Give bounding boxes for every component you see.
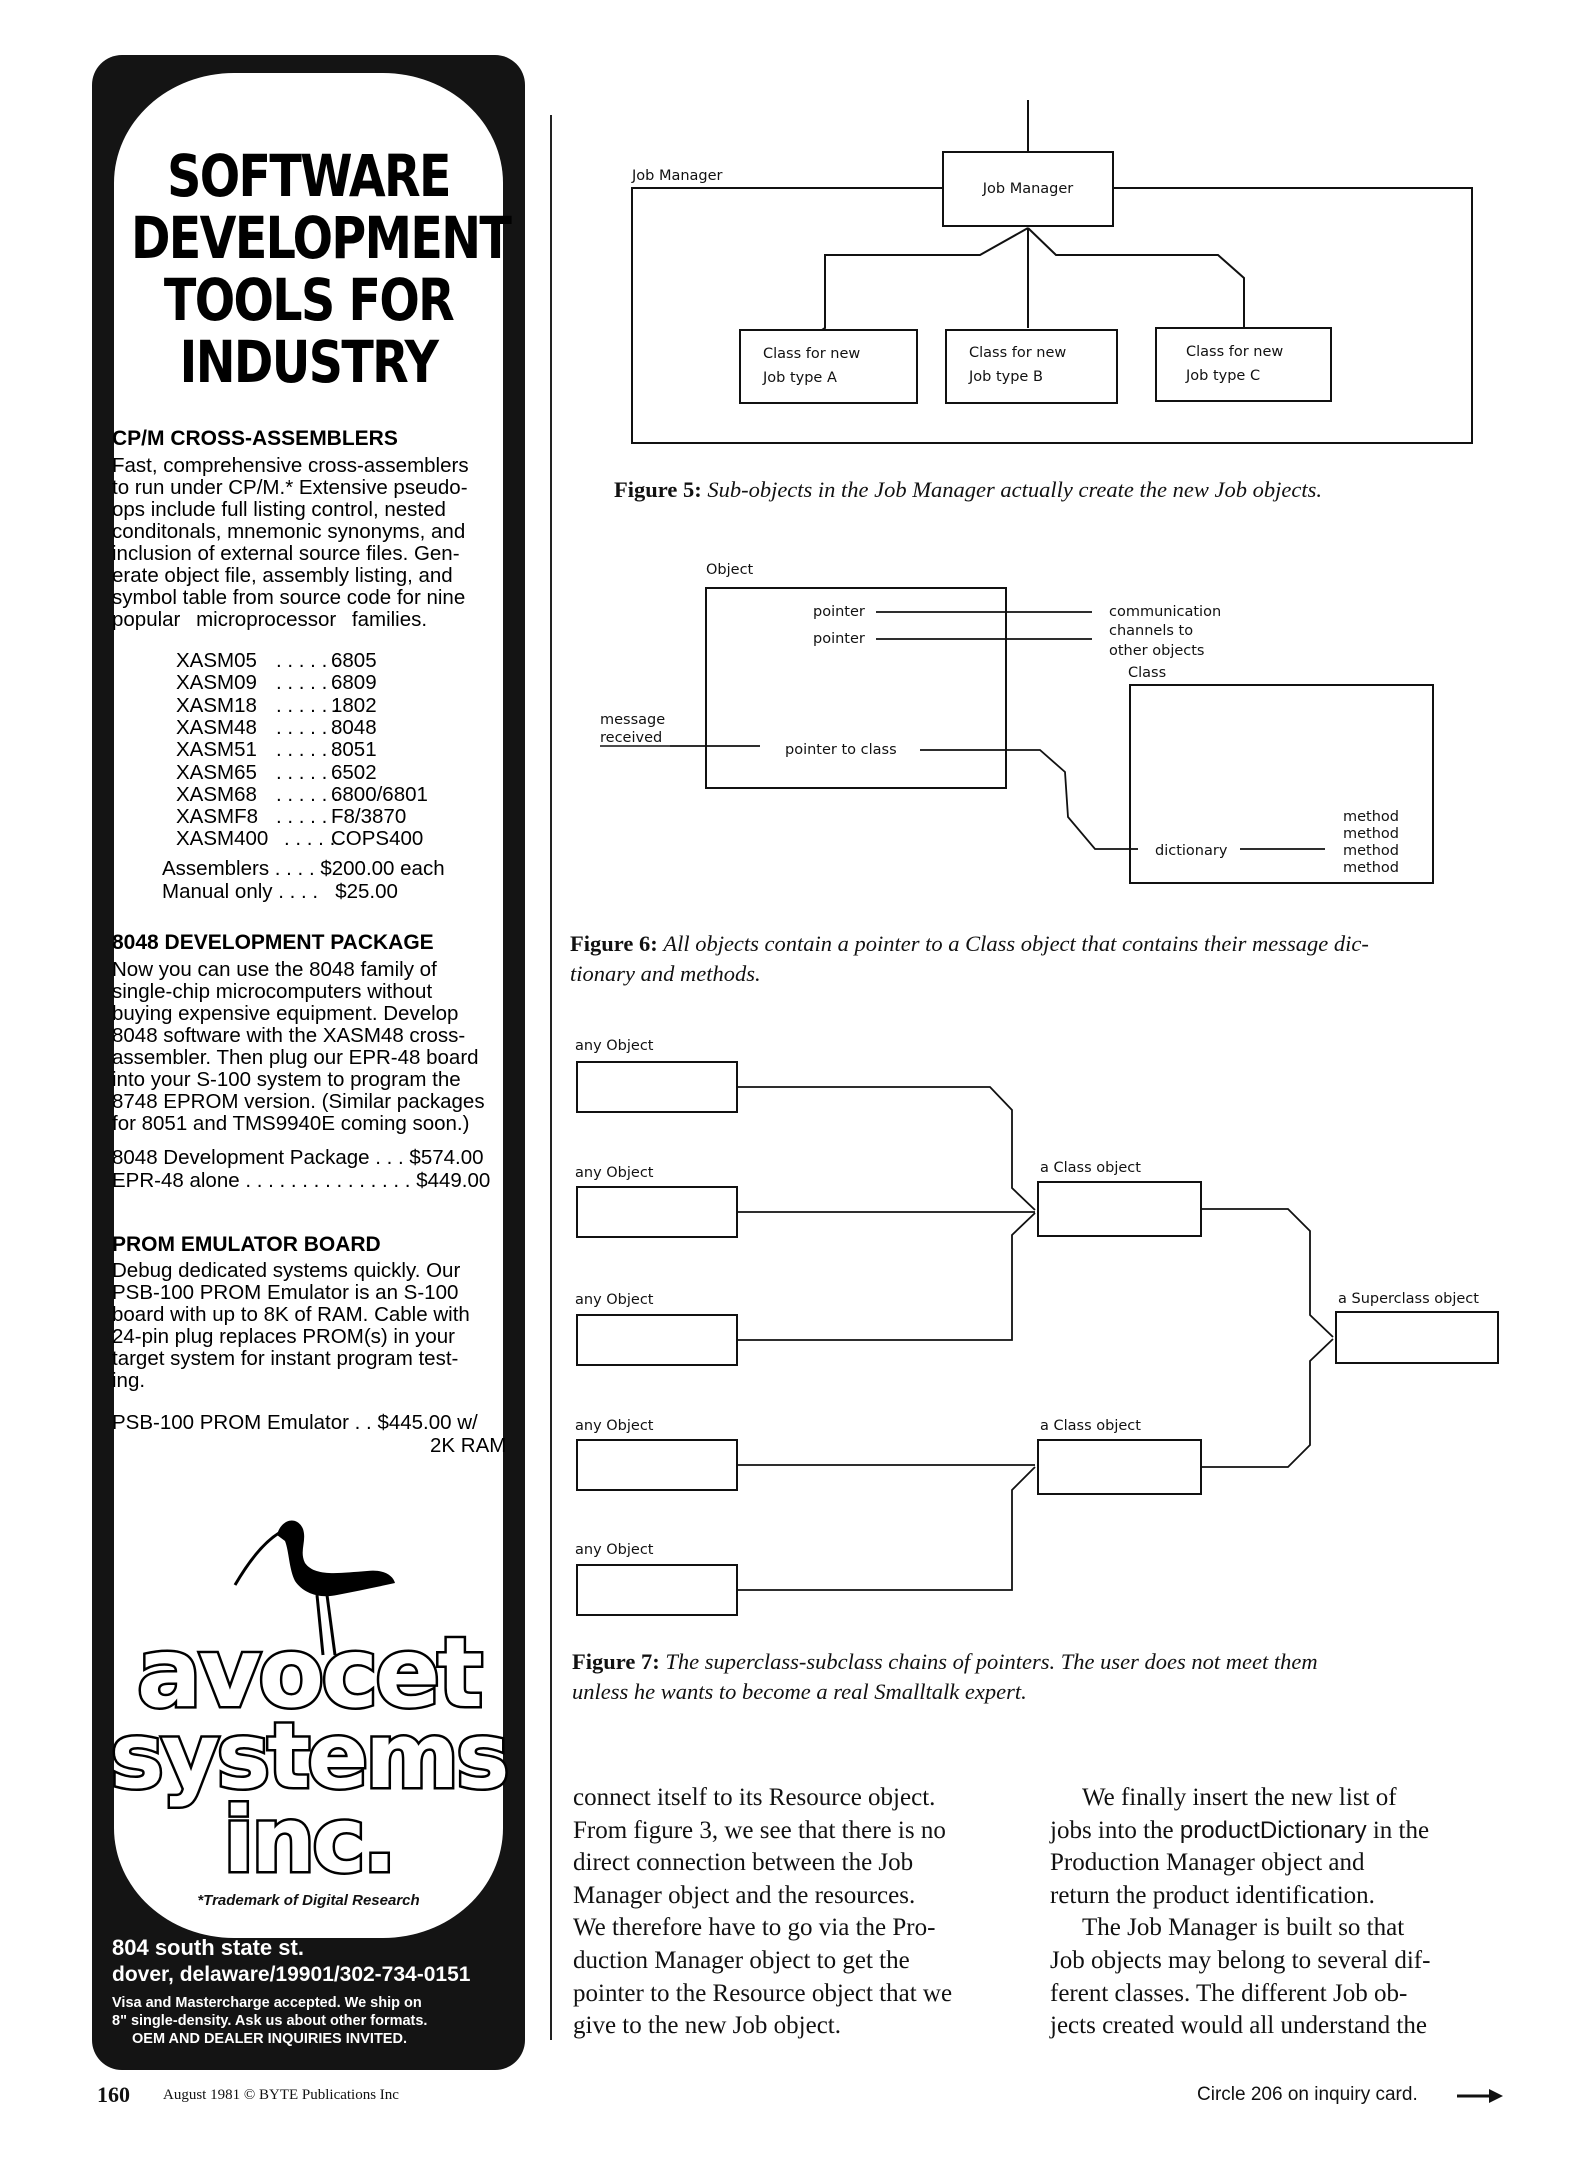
column-divider — [550, 115, 552, 2040]
cpm-line: ops include full listing control, nested — [112, 498, 446, 521]
fig7-object-box — [577, 1187, 737, 1237]
devpack-line: Now you can use the 8048 family of — [112, 958, 437, 981]
body-line: We therefore have to go via the Pro- — [573, 1914, 936, 1942]
assembler-chip: 6800/6801 — [331, 782, 428, 806]
assemblers-price: Assemblers . . . . $200.00 each — [162, 857, 445, 880]
fig7-class-box-2 — [1038, 1440, 1201, 1494]
devpack-line: buying expensive equipment. Develop — [112, 1002, 459, 1025]
assembler-leader: . . . . . . — [276, 760, 339, 784]
fig5-class-c-line1: Class for new — [1186, 344, 1284, 360]
prom-price-ram: 2K RAM — [430, 1434, 507, 1457]
devpack-line: 8048 software with the XASM48 cross- — [112, 1024, 466, 1047]
fig5-class-b-line2: Job type B — [969, 369, 1043, 385]
fig6-method: method — [1343, 843, 1399, 859]
fig6-method: method — [1343, 860, 1399, 876]
fig5-outer-label: Job Manager — [632, 168, 723, 184]
assembler-leader: . . . . . . — [276, 715, 339, 739]
fig6-class-label: Class — [1128, 665, 1167, 681]
cpm-line: Fast, comprehensive cross-assemblers — [112, 454, 469, 477]
fig7-caption-label: Figure 7: — [572, 1649, 660, 1674]
assembler-name: XASM68 — [176, 782, 257, 806]
assembler-leader: . . . . . — [276, 805, 328, 829]
fig7-class-label-1: a Class object — [1040, 1160, 1141, 1176]
devpack-line: 8748 EPROM version. (Similar packages — [112, 1090, 485, 1113]
body-line: pointer to the Resource object that we — [573, 1979, 953, 2007]
fig7-class-label-2: a Class object — [1040, 1418, 1141, 1434]
fig6-caption-line2: tionary and methods. — [570, 961, 761, 986]
trademark-note: *Trademark of Digital Research — [197, 1892, 420, 1909]
body-line: Production Manager object and — [1050, 1849, 1365, 1877]
prom-heading: PROM EMULATOR BOARD — [112, 1233, 381, 1256]
assembler-row — [176, 784, 428, 806]
devpack-line: single-chip microcomputers without — [112, 980, 433, 1003]
prom-price: PSB-100 PROM Emulator . . $445.00 w/ — [112, 1411, 478, 1434]
assembler-chip: 6805 — [331, 649, 377, 672]
prom-line: board with up to 8K of RAM. Cable with — [112, 1303, 470, 1326]
assembler-name: XASM51 — [176, 738, 257, 762]
manual-price: Manual only . . . . $25.00 — [162, 880, 398, 903]
assembler-chip: 8048 — [331, 715, 377, 739]
devpack-heading: 8048 DEVELOPMENT PACKAGE — [112, 931, 434, 954]
body-line: The Job Manager is built so that — [1082, 1914, 1405, 1942]
address-city: dover, delaware/19901/302-734-0151 — [112, 1963, 471, 1986]
figure-6-caption — [570, 929, 1496, 989]
prom-line: 24-pin plug replaces PROM(s) in your — [112, 1325, 455, 1348]
body-line: jects created would all understand the — [1050, 2012, 1427, 2040]
assembler-row — [176, 672, 377, 694]
epr48-price: EPR-48 alone . . . . . . . . . . . . . . . $449.00 — [112, 1169, 491, 1192]
figure-5-caption — [614, 475, 1322, 505]
body-fragment: in the — [1366, 1816, 1430, 1844]
fig6-pointer-2: pointer — [813, 631, 865, 647]
assembler-chip: 1802 — [331, 693, 377, 717]
prom-line: target system for instant program test- — [112, 1347, 459, 1370]
fig7-object-box — [577, 1062, 737, 1112]
fig5-class-a-box — [740, 330, 917, 403]
fig6-comm-2: channels to — [1109, 623, 1194, 639]
cpm-line: erate object file, assembly listing, and — [112, 564, 453, 587]
fig7-object-box — [577, 1315, 737, 1365]
assembler-leader: . . . . . . — [276, 671, 339, 695]
assembler-chip: 6502 — [331, 760, 377, 784]
fig7-superclass-box — [1336, 1312, 1498, 1363]
ad-title-line-2: DEVELOPMENT — [130, 204, 511, 272]
ad-title-line-4: INDUSTRY — [179, 328, 438, 396]
inquiry-note: Circle 206 on inquiry card. — [1197, 2084, 1418, 2105]
body-line: ferent classes. The different Job ob- — [1050, 1979, 1408, 2007]
fig7-caption-line1: The superclass-subclass chains of pointers. The user does not meet them — [665, 1649, 1318, 1674]
assembler-name: XASMF8 — [176, 805, 259, 829]
fig5-caption-text: Sub-objects in the Job Manager actually create the new Job objects. — [707, 477, 1322, 502]
logo-systems: systems — [110, 1704, 507, 1809]
devpack-line: into your S-100 system to program the — [112, 1068, 461, 1091]
footer-line-1: Visa and Mastercharge accepted. We ship on — [112, 1995, 422, 2011]
fig7-caption-line2: unless he wants to become a real Smalltalk expert. — [572, 1679, 1027, 1704]
fig6-comm-3: other objects — [1109, 643, 1205, 659]
assembler-name: XASM65 — [176, 760, 257, 784]
fig6-pointer-to-class: pointer to class — [785, 742, 897, 758]
fig6-method: method — [1343, 826, 1399, 842]
page-number: 160 — [97, 2082, 130, 2107]
body-line: return the product identification. — [1050, 1881, 1375, 1909]
fig5-class-c-line2: Job type C — [1186, 368, 1261, 384]
assembler-leader: . . . . . . — [276, 782, 339, 806]
issue-line: August 1981 © BYTE Publications Inc — [163, 2087, 399, 2103]
assembler-chip: 6809 — [331, 671, 377, 695]
body-line: connect itself to its Resource object. — [573, 1784, 936, 1811]
body-line: We finally insert the new list of — [1082, 1784, 1397, 1811]
prom-line: Debug dedicated systems quickly. Our — [112, 1259, 461, 1282]
logo-inc: inc. — [223, 1788, 394, 1893]
assembler-leader: . . . . . . — [276, 693, 339, 717]
prom-line: ing. — [112, 1369, 146, 1392]
cpm-heading: CP/M CROSS-ASSEMBLERS — [112, 427, 398, 450]
prom-description — [112, 1260, 504, 1392]
fig6-message-1: message — [600, 712, 666, 728]
fig5-class-b-line1: Class for new — [969, 345, 1067, 361]
cpm-line: conditonals, mnemonic synonyms, and — [112, 520, 466, 543]
address-street: 804 south state st. — [112, 1935, 304, 1960]
body-line: duction Manager object to get the — [573, 1946, 910, 1974]
prom-line: PSB-100 PROM Emulator is an S-100 — [112, 1281, 459, 1304]
cpm-line: to run under CP/M.* Extensive pseudo- — [112, 476, 468, 499]
right-arrow-icon — [1455, 2086, 1505, 2106]
fig7-object-label: any Object — [575, 1292, 654, 1308]
fig7-object-box — [577, 1440, 737, 1490]
fig7-object-label: any Object — [575, 1038, 654, 1054]
fig6-dictionary: dictionary — [1155, 843, 1228, 859]
assembler-row — [176, 806, 406, 828]
body-line — [1050, 1815, 1500, 1848]
fig7-object-label: any Object — [575, 1418, 654, 1434]
assembler-name: XASM48 — [176, 715, 257, 739]
fig5-caption-label: Figure 5: — [614, 477, 702, 502]
devpack-line: for 8051 and TMS9940E coming soon.) — [112, 1112, 470, 1135]
assembler-leader: . . . . . . — [276, 649, 339, 672]
assembler-row — [176, 650, 377, 672]
assembler-chip: F8/3870 — [331, 805, 407, 829]
assembler-leader: . . . . . . — [276, 738, 339, 762]
fig5-top-box-label: Job Manager — [982, 181, 1074, 197]
figure-7-caption — [572, 1647, 1502, 1707]
fig6-comm-1: communication — [1109, 604, 1222, 620]
assembler-row — [176, 739, 377, 761]
product-dictionary-term: productDictionary — [1179, 1816, 1367, 1844]
fig6-pointer-1: pointer — [813, 604, 865, 620]
fig5-class-c-box — [1156, 328, 1331, 401]
devpack-line: assembler. Then plug our EPR-48 board — [112, 1046, 479, 1069]
fig5-class-a-line1: Class for new — [763, 346, 861, 362]
devpack-description — [112, 959, 504, 1135]
fig5-class-b-box — [946, 330, 1117, 403]
body-column-2 — [1050, 1782, 1500, 2043]
assembler-name: XASM18 — [176, 693, 257, 717]
assembler-row — [176, 828, 423, 850]
footer-line-2: 8" single-density. Ask us about other formats. — [112, 2013, 428, 2029]
footer-line-3: OEM AND DEALER INQUIRIES INVITED. — [132, 2031, 407, 2047]
fig7-object-label: any Object — [575, 1165, 654, 1181]
fig6-message-2: received — [600, 730, 663, 746]
devpack-price: 8048 Development Package . . . $574.00 — [112, 1146, 484, 1169]
assembler-chip: 8051 — [331, 738, 377, 762]
body-line: Manager object and the resources. — [573, 1881, 916, 1909]
fig6-object-label: Object — [706, 562, 754, 578]
fig7-class-box-1 — [1038, 1182, 1201, 1236]
cpm-line: inclusion of external source files. Gen- — [112, 542, 460, 565]
body-column-1 — [573, 1782, 1020, 2043]
logo-avocet: avocet — [136, 1617, 481, 1729]
ad-title-line-3: TOOLS FOR — [163, 266, 454, 334]
assembler-name: XASM400 — [176, 827, 269, 851]
figure-7-diagram — [570, 1025, 1510, 1625]
assembler-leader: . . . . . — [284, 827, 336, 851]
fig6-caption-line1: All objects contain a pointer to a Class object that contains their message dic- — [663, 931, 1369, 956]
fig5-class-a-line2: Job type A — [763, 370, 837, 386]
cpm-line: symbol table from source code for nine — [112, 586, 466, 609]
cpm-line: popular microprocessor families. — [112, 608, 428, 631]
avocet-advertisement — [92, 55, 525, 2070]
figure-5-diagram — [620, 100, 1500, 460]
cpm-description — [112, 455, 504, 631]
fig7-object-box — [577, 1565, 737, 1615]
fig7-superclass-label: a Superclass object — [1338, 1291, 1479, 1307]
assembler-row — [176, 695, 377, 717]
assembler-name: XASM09 — [176, 671, 257, 695]
body-line: Job objects may belong to several dif- — [1050, 1946, 1431, 1974]
assembler-name: XASM05 — [176, 649, 257, 672]
fig6-caption-label: Figure 6: — [570, 931, 658, 956]
body-line: From figure 3, we see that there is no — [573, 1816, 946, 1844]
fig7-object-label: any Object — [575, 1542, 654, 1558]
ad-title-line-1: SOFTWARE — [167, 142, 450, 210]
body-fragment: jobs into the — [1050, 1816, 1180, 1844]
assembler-row — [176, 717, 377, 739]
assembler-row — [176, 762, 377, 784]
assembler-chip: COPS400 — [331, 827, 424, 851]
body-line: direct connection between the Job — [573, 1849, 914, 1877]
body-line: give to the new Job object. — [573, 2012, 841, 2040]
fig6-method: method — [1343, 809, 1399, 825]
figure-6-diagram — [590, 555, 1450, 890]
